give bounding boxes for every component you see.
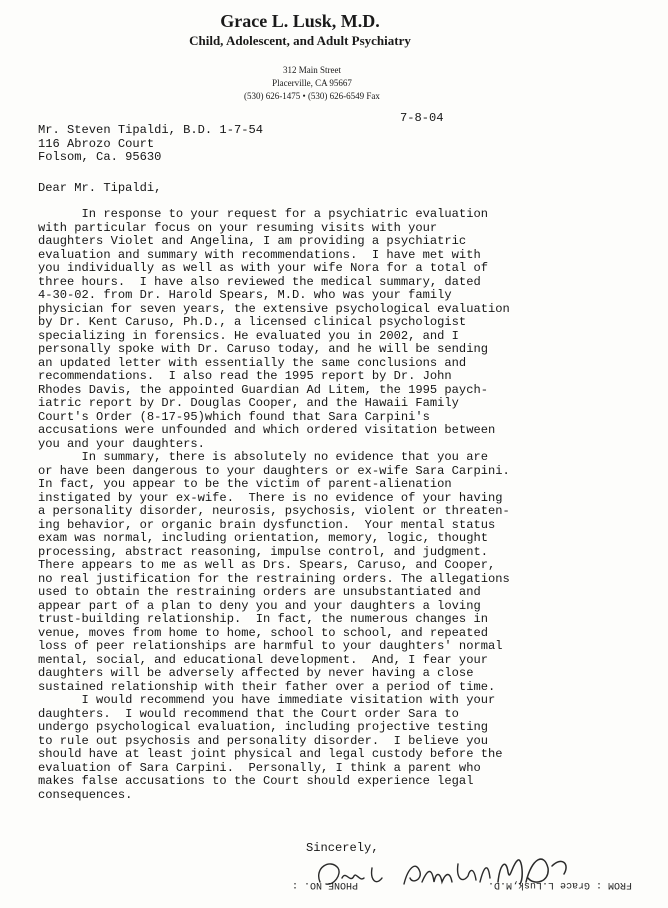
letterhead <box>150 10 450 49</box>
letter-line: you and your daughters. <box>38 436 205 451</box>
letter-line: daughters Violet and Angelina, I am providing a psychiatric <box>38 234 467 248</box>
letter-line: used to obtain the restraining orders are unsubstantiated and <box>38 585 481 599</box>
letter-line: In summary, there is absolutely no evidence that you are <box>38 450 488 464</box>
letter-line: appear part of a plan to deny you and your daughters a loving <box>38 598 481 613</box>
letter-line: Rhodes Davis, the appointed Guardian Ad Litem, the 1995 paych- <box>38 382 488 397</box>
letter-line: with particular focus on your resuming visits with your <box>38 220 438 235</box>
letter-line: undergo psychological evaluation, including projective testing <box>38 720 488 734</box>
letter-line: evaluation and summary with recommendations. I have met with <box>38 247 481 262</box>
letter-line: evaluation of Sara Carpini. Personally, I think a parent who <box>38 760 481 775</box>
letter-date: 7-8-04 <box>400 111 444 125</box>
letter-line: recommendations. I also read the 1995 report by Dr. John <box>38 369 452 383</box>
letter-line: daughters. I would recommend that the Court order Sara to <box>38 706 459 721</box>
fax-header-phone: PHONE NO. : <box>292 879 359 890</box>
letter-line: you individually as well as with your wife Nora for a total of <box>38 261 488 275</box>
doctor-name: Grace L. Lusk, M.D. <box>220 11 380 31</box>
closing: Sincerely, <box>306 841 379 855</box>
salutation: Dear Mr. Tipaldi, <box>38 181 162 195</box>
letter-line: no real justification for the restraining orders. The allegations <box>38 571 510 586</box>
letter-line: makes false accusations to the Court should experience legal <box>38 774 474 788</box>
letter-line: venue, moves from home to home, school to school, and repeated <box>38 625 488 640</box>
letter-line: sustained relationship with their father over a period of time. <box>38 679 496 694</box>
letter-line: There appears to me as well as Drs. Spears, Caruso, and Cooper, <box>38 558 496 572</box>
recipient-line: Mr. Steven Tipaldi, B.D. 1-7-54 <box>38 123 263 137</box>
letter-line: physician for seven years, the extensive psychological evaluation <box>38 301 510 316</box>
letter-line: exam was normal, including orientation, memory, logic, thought <box>38 531 488 545</box>
letter-body <box>38 208 510 802</box>
letter-line: mental, social, and educational development. And, I fear your <box>38 652 488 667</box>
letter-line: iatric report by Dr. Douglas Cooper, and the Hawaii Family <box>38 396 459 410</box>
letter-line: instigated by your ex-wife. There is no evidence of your having <box>38 490 503 505</box>
letter-line: personally spoke with Dr. Caruso today, and he will be sending <box>38 342 488 356</box>
letter-line: I would recommend you have immediate visitation with your <box>38 693 496 707</box>
address-city: Placerville, CA 95667 <box>272 78 352 88</box>
letter-line: by Dr. Kent Caruso, Ph.D., a licensed clinical psychologist <box>38 315 467 329</box>
letter-line: a personality disorder, neurosis, psychosis, violent or threaten- <box>38 504 510 518</box>
letter-line: ing behavior, or organic brain dysfunction. Your mental status <box>38 517 496 532</box>
letter-line: In fact, you appear to be the victim of parent-alienation <box>38 477 452 491</box>
letter-line: processing, abstract reasoning, impulse control, and judgment. <box>38 544 488 559</box>
letter-line: In response to your request for a psychiatric evaluation <box>38 207 488 221</box>
letter-line: accusations were unfounded and which ordered visitation between <box>38 423 496 437</box>
letter-line: an updated letter with essentially the same conclusions and <box>38 355 467 370</box>
recipient-line: Folsom, Ca. 95630 <box>38 150 162 164</box>
letter-line: Court's Order (8-17-95)which found that Sara Carpini's <box>38 409 430 424</box>
letter-line: daughters will be adversely affected by never having a close <box>38 666 474 680</box>
doctor-specialty: Child, Adolescent, and Adult Psychiatry <box>189 33 411 48</box>
letter-line: to rule out psychosis and personality disorder. I believe you <box>38 733 488 748</box>
address-phones: (530) 626-1475 • (530) 626-6549 Fax <box>244 91 380 101</box>
letter-line: loss of peer relationships are harmful to your daughters' normal <box>38 639 503 653</box>
address-street: 312 Main Street <box>283 65 341 75</box>
recipient-block <box>38 124 263 165</box>
letter-line: specializing in forensics. He evaluated you in 2002, and I <box>38 328 459 343</box>
recipient-line: 116 Abrozo Court <box>38 136 155 151</box>
letter-line: 4-30-02. from Dr. Harold Spears, M.D. who was your family <box>38 288 452 302</box>
letter-line: trust-building relationship. In fact, the numerous changes in <box>38 612 488 626</box>
letter-line: should have at least joint physical and legal custody before the <box>38 747 503 761</box>
fax-header-from: FROM : Grace L.Lusk,M.D. <box>488 879 633 890</box>
letter-line: three hours. I have also reviewed the medical summary, dated <box>38 274 481 289</box>
letterhead-address <box>202 64 422 103</box>
letter-line: or have been dangerous to your daughters or ex-wife Sara Carpini. <box>38 463 510 478</box>
letter-line: consequences. <box>38 787 133 802</box>
